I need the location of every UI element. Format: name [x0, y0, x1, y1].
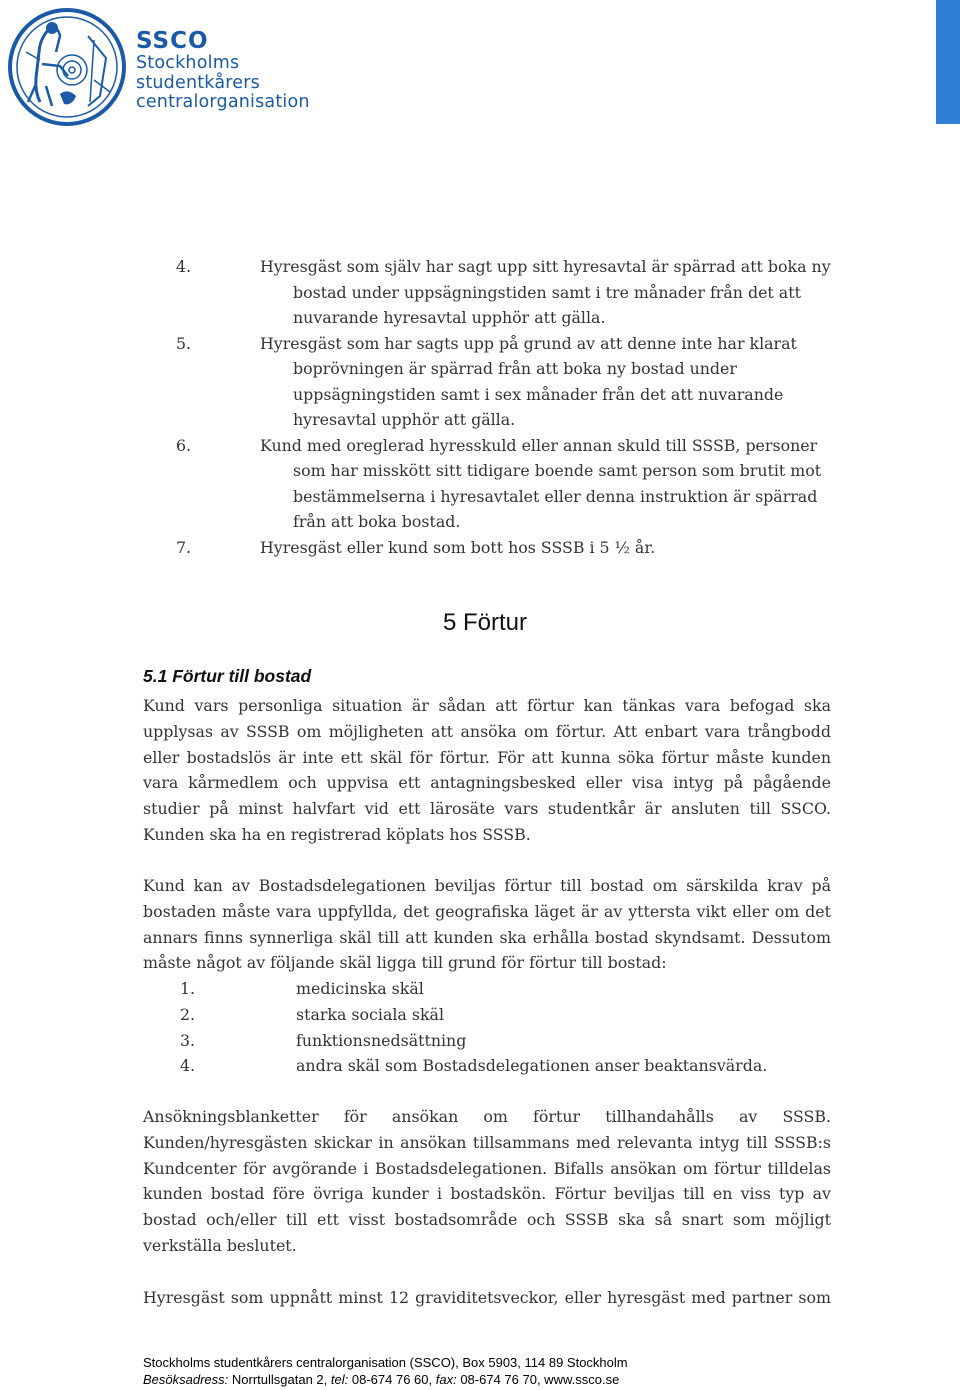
list-item — [180, 1053, 767, 1079]
list-item-number: 1. — [180, 979, 196, 998]
rule-item — [176, 254, 836, 331]
paragraph-application: Ansökningsblanketter för ansökan om förtur tillhandahålls av SSSB. Kunden/hyresgästen skickar in ansökan tillsammans med relevanta intyg till SSSB:s Kundcenter för avgörande i Bostadsdelegationen. Bifalls ansökan om förtur tilldelas kunden bostad före övriga kunder i bostadskön. Förtur beviljas till en viss typ av bostad och/eller till ett visst bostadsområde och SSSB ska så snart som möjligt verkställa beslutet. — [143, 1107, 831, 1255]
seal-icon — [6, 6, 130, 128]
blocking-rules-list — [176, 254, 836, 560]
rule-item — [176, 331, 836, 433]
rule-text: Kund med oreglerad hyresskuld eller annan skuld till SSSB, personer som har misskött sitt tidigare boende samt person som brutit mot bestämmelserna i hyresavtalet eller denna instruktion är spärrad från att boka bostad. — [260, 435, 822, 531]
page-footer — [143, 1354, 628, 1388]
section-heading: 5 Förtur — [443, 609, 528, 636]
footer-fax-label: fax: — [435, 1372, 457, 1387]
rule-text: Hyresgäst som själv har sagt upp sitt hyresavtal är spärrad att boka ny bostad under uppsägningstiden samt i tre månader från det att nuvarande hyresavtal upphör att gälla. — [260, 257, 831, 327]
accent-bar — [936, 0, 960, 124]
logo-text — [136, 28, 310, 113]
rule-text: Hyresgäst som har sagts upp på grund av att denne inte har klarat boprövningen är spärrad från att boka ny bostad under uppsägningstiden samt i sex månader från det att nuvarande hyresavtal upphör att gälla. — [260, 333, 797, 429]
list-item-text: starka sociala skäl — [296, 1004, 445, 1024]
list-item — [180, 1002, 767, 1028]
rule-item — [176, 535, 836, 561]
rule-number: 4. — [176, 257, 192, 276]
paragraph-pregnancy: Hyresgäst som uppnått minst 12 graviditetsveckor, eller hyresgäst med partner som — [143, 1288, 831, 1307]
logo-abbreviation: SSCO — [136, 28, 209, 54]
list-item — [180, 1028, 767, 1054]
footer-visit-label: Besöksadress: — [143, 1372, 229, 1387]
subsection-heading: 5.1 Förtur till bostad — [143, 666, 312, 686]
list-item-number: 2. — [180, 1004, 196, 1024]
rule-text: Hyresgäst eller kund som bott hos SSSB i 5 ½ år. — [260, 537, 656, 557]
footer-fax-value: 08-674 76 70, www.ssco.se — [460, 1372, 620, 1387]
logo-line-2: studentkårers — [136, 72, 260, 93]
reasons-list — [180, 976, 767, 1079]
rule-number: 7. — [176, 537, 192, 557]
rule-number: 5. — [176, 333, 192, 353]
rule-number: 6. — [176, 435, 192, 455]
footer-tel-label: tel: — [330, 1372, 349, 1387]
list-item-number: 3. — [180, 1030, 196, 1050]
paragraph-eligibility: Kund vars personliga situation är sådan att förtur kan tänkas vara befogad ska upplysas av SSSB om möjligheten att ansöka om förtur. Att enbart vara trångbodd eller bostadslös är inte ett skäl för förtur. För att kunna söka förtur måste kunden vara kårmedlem och uppvisa ett antagningsbesked eller visa intyg på pågående studier på minst halvfart vid ett lärosäte vars studentkår är ansluten till SSCO. Kunden ska ha en registrerad köplats hos SSSB. — [143, 696, 831, 844]
list-item-text: medicinska skäl — [296, 979, 424, 998]
list-item-number: 4. — [180, 1056, 196, 1076]
footer-visit-value: Norrtullsgatan 2, — [231, 1372, 328, 1387]
list-item-text: andra skäl som Bostadsdelegationen anser beaktansvärda. — [296, 1056, 768, 1076]
list-item-text: funktionsnedsättning — [296, 1030, 467, 1050]
footer-address: Stockholms studentkårers centralorganisation (SSCO), Box 5903, 114 89 Stockholm — [143, 1355, 628, 1370]
rule-item — [176, 433, 836, 535]
ssco-logo — [6, 6, 310, 128]
list-item — [180, 976, 767, 1002]
footer-tel-value: 08-674 76 60, — [351, 1372, 433, 1387]
logo-line-1: Stockholms — [136, 53, 240, 73]
paragraph-delegation: Kund kan av Bostadsdelegationen beviljas förtur till bostad om särskilda krav på bostaden måste vara uppfyllda, det geografiska läget är av yttersta vikt eller om det annars finns synnerliga skäl till att kunden ska erhålla bostad skyndsamt. Dessutom måste något av följande skäl ligga till grund för förtur till bostad: — [143, 876, 831, 973]
footer-contact — [143, 1371, 628, 1388]
logo-line-3: centralorganisation — [136, 92, 310, 112]
